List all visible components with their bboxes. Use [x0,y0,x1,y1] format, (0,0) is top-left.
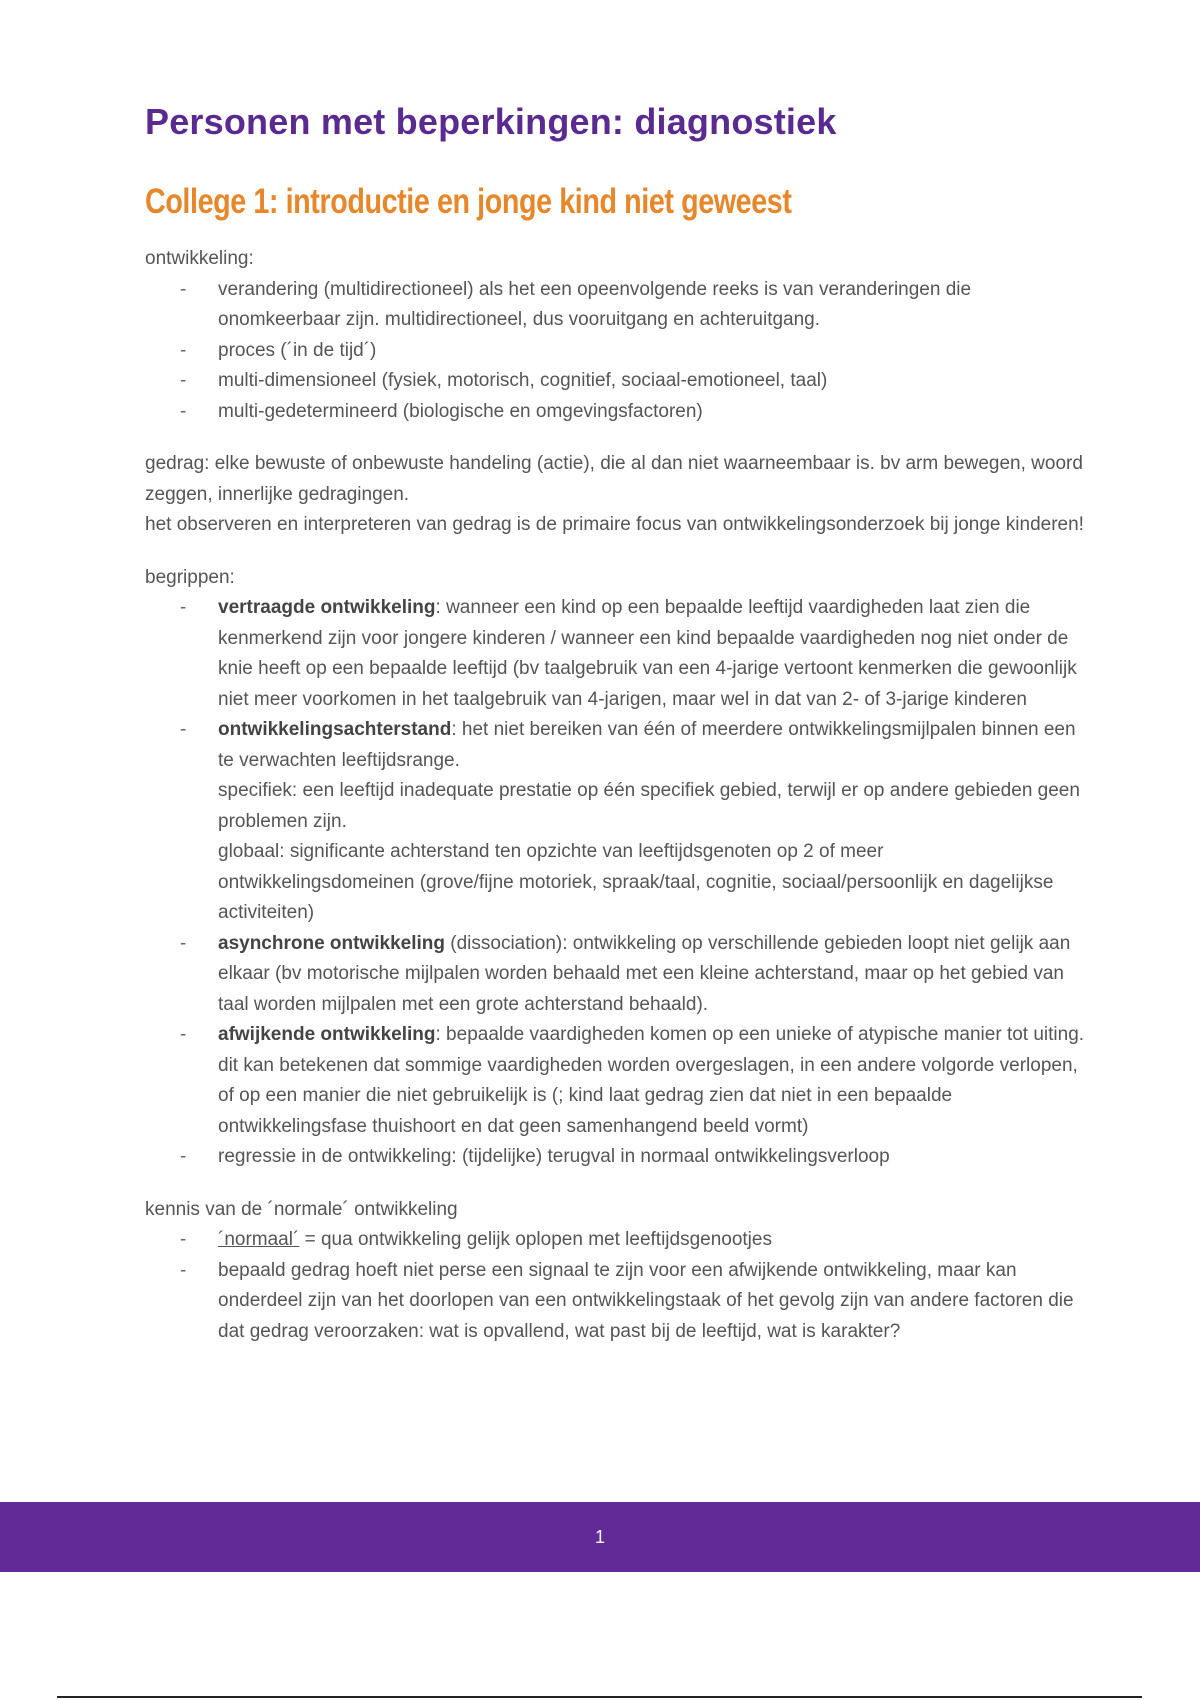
list-item-regressie: - regressie in de ontwikkeling: (tijdelijke) terugval in normaal ontwikkelingsverloop [145,1142,1085,1173]
kennis-label: kennis van de ´normale´ ontwikkeling [145,1198,458,1220]
text-achterstand: : het niet bereiken van één of meerdere ontwikkelingsmijlpalen binnen een te verwachten leeftijdsrange. [218,719,1076,771]
kennis-list [145,1225,1085,1347]
term-normaal: ´normaal´ [218,1229,300,1250]
page-number: 1 [594,1526,605,1547]
ontwikkeling-list [145,275,1085,428]
list-item-afwijkend [145,1020,1085,1142]
list-item: - multi-dimensioneel (fysiek, motorisch, cognitief, sociaal-emotioneel, taal) [145,366,1085,397]
document-title: Personen met beperkingen: diagnostiek [145,101,837,142]
text-specifiek: specifiek: een leeftijd inadequate prestatie op één specifiek gebied, terwijl er op andere gebieden geen problemen zijn. [218,780,1080,832]
ontwikkeling-label: ontwikkeling: [145,248,254,269]
list-item: - proces (´in de tijd´) [145,336,1085,367]
text-afwijkend: : bepaalde vaardigheden komen op een unieke of atypische manier tot uiting. dit kan betekenen dat sommige vaardigheden worden overgeslagen, in een andere volgorde verlopen, of op een manier die niet gebruikelijk is (; kind laat gedrag zien dat niet in een bepaalde ontwikkelingsfase thuishoort en dat geen samenhangend beeld vormt) [218,1024,1085,1137]
term-achterstand: ontwikkelingsachterstand [218,719,452,740]
term-vertraagd: vertraagde ontwikkeling [218,597,436,618]
term-afwijkend: afwijkende ontwikkeling [218,1024,436,1045]
list-item: - multi-gedetermineerd (biologische en omgevingsfactoren) [145,397,1085,428]
text-vertraagd: : wanneer een kind op een bepaalde leeftijd vaardigheden laat zien die kenmerkend zijn voor jongere kinderen / wanneer een kind bepaalde vaardigheden nog niet onder de knie heeft op een bepaalde leeftijd (bv taalgebruik van een 4-jarige vertoont kenmerken die gewoonlijk niet meer voorkomen in het taalgebruik van 4-jarigen, maar wel in dat van 2- of 3-jarige kinderen [218,597,1077,710]
list-item-asynchroon [145,929,1085,1021]
section-heading: College 1: introductie en jonge kind niet geweest [145,182,792,221]
text-globaal: globaal: significante achterstand ten opzichte van leeftijdsgenoten op 2 of meer ontwikkelingsdomeinen (grove/fijne motoriek, spraak/taal, cognitie, sociaal/persoonlijk en dagelijkse activiteiten) [218,841,1054,923]
text-asynchroon: (dissociation): ontwikkeling op verschillende gebieden loopt niet gelijk aan elkaar (bv motorische mijlpalen worden behaald met een kleine achterstand, maar op het gebied van taal worden mijlpalen met een grote achterstand behaald). [218,932,1071,1015]
page-divider [57,1696,1142,1698]
gedrag-paragraph [145,449,1085,541]
list-item-achterstand [145,715,1085,929]
gedrag-focus: het observeren en interpreteren van gedrag is de primaire focus van ontwikkelingsonderzoek bij jonge kinderen! [145,514,1084,535]
page-footer [0,1502,1200,1572]
term-asynchroon: asynchrone ontwikkeling [218,932,445,954]
list-item-gedrag: - bepaald gedrag hoeft niet perse een signaal te zijn voor een afwijkende ontwikkeling, maar kan onderdeel zijn van het doorlopen van een ontwikkelingstaak of het gevolg zijn van andere factoren die dat gedrag veroorzaken: wat is opvallend, wat past bij de leeftijd, wat is karakter? [145,1256,1085,1348]
text-normaal: = qua ontwikkeling gelijk oplopen met leeftijdsgenootjes [299,1229,772,1250]
list-item: - verandering (multidirectioneel) als het een opeenvolgende reeks is van veranderingen die onomkeerbaar zijn. multidirectioneel, dus vooruitgang en achteruitgang. [145,275,1085,336]
gedrag-definition: gedrag: elke bewuste of onbewuste handeling (actie), die al dan niet waarneembaar is. bv arm bewegen, woord zeggen, innerlijke gedragingen. [145,453,1083,505]
page-content [145,98,1085,1347]
begrippen-label: begrippen: [145,566,235,588]
begrippen-list [145,593,1085,1173]
list-item-normaal [145,1225,1085,1256]
list-item-vertraagd [145,593,1085,715]
